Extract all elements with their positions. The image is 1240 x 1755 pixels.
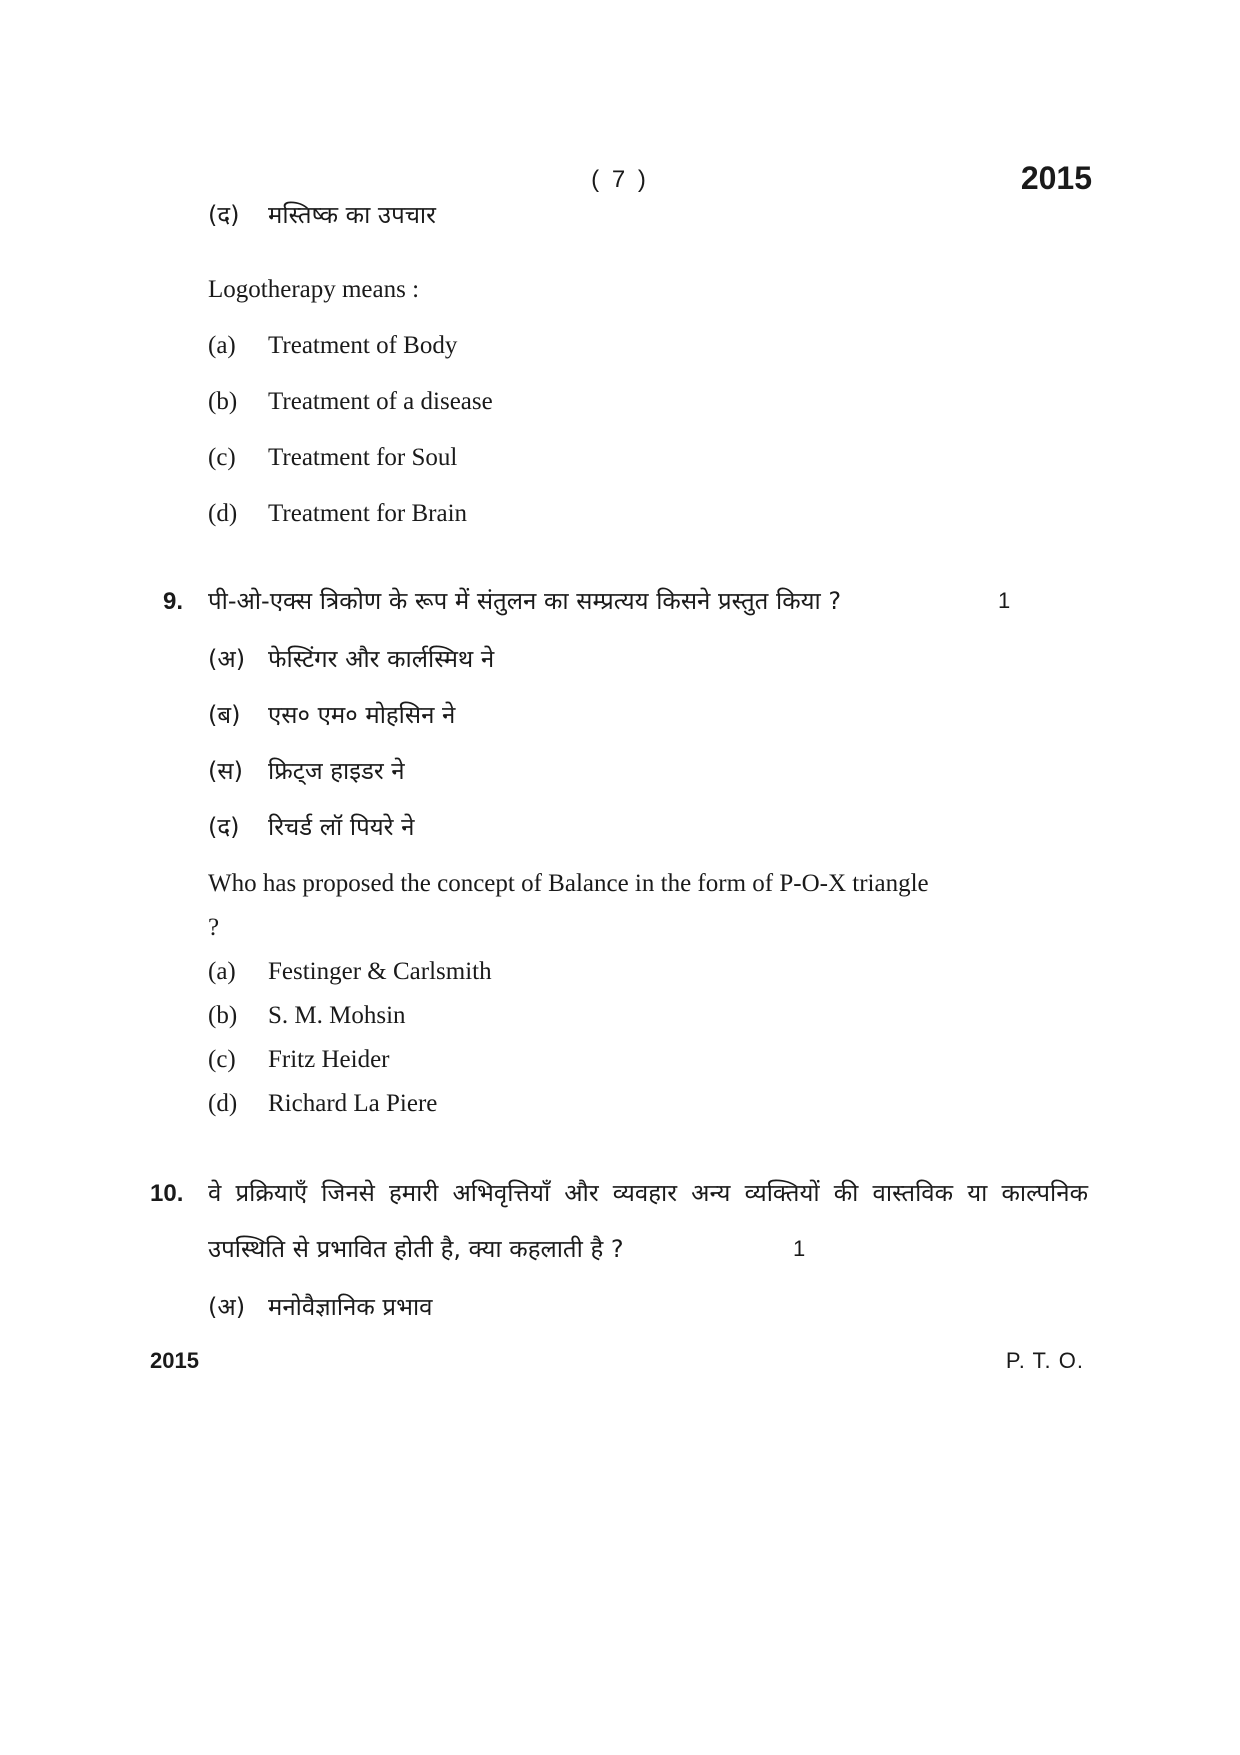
q10-hindi-option-a: (अ) मनोवैज्ञानिक प्रभाव [208, 1293, 433, 1321]
q9-hindi-option-b: (ब) एस० एम० मोहसिन ने [208, 701, 456, 729]
q8-english-question: Logotherapy means : [208, 276, 420, 303]
q8-option-a: (a) Treatment of Body [208, 332, 458, 359]
q10-marks: 1 [793, 1236, 806, 1261]
page-number: ( 7 ) [591, 166, 649, 193]
q10-hindi-question: वे प्रक्रियाएँ जिनसे हमारी अभिवृत्तियाँ और व्यवहार अन्य व्यक्तियों की वास्तविक या काल्पनिक [208, 1179, 1088, 1207]
q9-option-b: (b) S. M. Mohsin [208, 1002, 406, 1029]
footer-year: 2015 [150, 1348, 199, 1373]
q9-marks: 1 [998, 588, 1011, 613]
q9-hindi-option-c: (स) फ्रिट्ज हाइडर ने [208, 757, 405, 785]
q9-number: 9. [163, 588, 184, 615]
q9-hindi-option-a: (अ) फेस्टिंगर और कार्लस्मिथ ने [208, 645, 495, 673]
q9-hindi-option-d: (द) रिचर्ड लॉ पियरे ने [208, 813, 415, 841]
q8-option-d: (d) Treatment for Brain [208, 500, 468, 527]
q8-hindi-option-d: (द) मस्तिष्क का उपचार [208, 201, 436, 229]
header-year: 2015 [1020, 160, 1092, 196]
q8-option-c: (c) Treatment for Soul [208, 444, 458, 471]
q10-number: 10. [150, 1180, 184, 1207]
q9-option-a: (a) Festinger & Carlsmith [208, 958, 492, 985]
q9-option-d: (d) Richard La Piere [208, 1090, 438, 1117]
q9-english-question-cont: ? [208, 914, 220, 941]
q9-english-question: Who has proposed the concept of Balance in the form of P-O-X triangle [208, 870, 929, 897]
q10-hindi-question-cont: उपस्थिति से प्रभावित होती है, क्या कहलाती है ? [208, 1235, 624, 1263]
q9-hindi-question: पी-ओ-एक्स त्रिकोण के रूप में संतुलन का सम्प्रत्यय किसने प्रस्तुत किया ? [208, 587, 842, 615]
q9-option-c: (c) Fritz Heider [208, 1046, 390, 1073]
q8-option-b: (b) Treatment of a disease [208, 388, 493, 415]
pto-label: P. T. O. [1005, 1348, 1084, 1373]
